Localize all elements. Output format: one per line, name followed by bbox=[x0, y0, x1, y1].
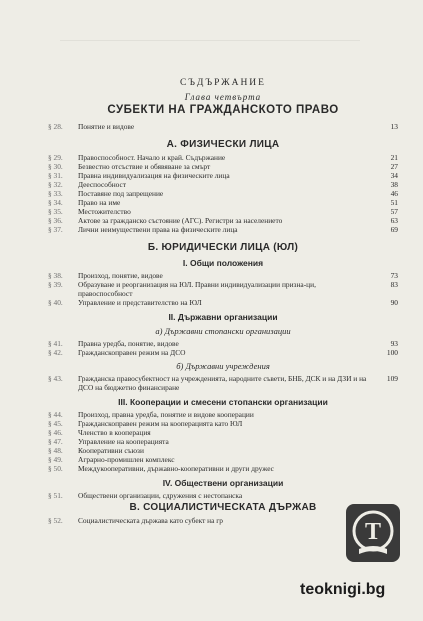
toc-entry-number: § 50. bbox=[48, 464, 63, 473]
toc-entry-number: § 36. bbox=[48, 216, 63, 225]
toc-entry-page: 83 bbox=[390, 280, 398, 289]
subsection-subheading: б) Държавни учреждения bbox=[176, 361, 270, 371]
toc-entry-text: Гражданска правосубектност на учрежденията, народните съвети, БНБ, ДСК и на ДЗИ и на ДСО на бюджетно финансиране bbox=[78, 374, 367, 392]
watermark-brand: teoknigi.bg bbox=[300, 581, 386, 598]
toc-entry-text: Управление на кооперацията bbox=[78, 437, 169, 446]
toc-entry bbox=[48, 171, 398, 180]
toc-entry-page: 57 bbox=[390, 207, 398, 216]
toc-entry bbox=[48, 339, 398, 348]
section-heading-b: Б. ЮРИДИЧЕСКИ ЛИЦА (ЮЛ) bbox=[147, 242, 299, 253]
toc-entry bbox=[48, 225, 398, 234]
toc-entry-text: Произход, правна уредба, понятие и видове кооперации bbox=[78, 410, 254, 419]
toc-entry-number: § 30. bbox=[48, 162, 63, 171]
toc-entry-number: § 48. bbox=[48, 446, 63, 455]
toc-entry-text: Право на име bbox=[78, 198, 121, 207]
toc-entry-number: § 37. bbox=[48, 225, 63, 234]
toc-entry-number: § 32. bbox=[48, 180, 63, 189]
subsection-subheading: а) Държавни стопански организации bbox=[155, 326, 291, 336]
toc-entry-page: 109 bbox=[386, 374, 398, 383]
toc-entry bbox=[48, 419, 398, 428]
toc-entry-page: 21 bbox=[390, 153, 398, 162]
toc-entry-page bbox=[374, 437, 398, 446]
toc-entry-text: Гражданскоправен режим на ДСО bbox=[78, 348, 186, 357]
section-a-list bbox=[48, 153, 398, 234]
chapter-title: СУБЕКТИ НА ГРАЖДАНСКОТО ПРАВО bbox=[107, 104, 339, 116]
toc-entry bbox=[48, 455, 398, 464]
toc-entry-text: Лични неимуществени права на физическите лица bbox=[78, 225, 238, 234]
toc-entry bbox=[48, 298, 398, 307]
section-heading-c: В. СОЦИАЛИСТИЧЕСКАТА ДЪРЖАВ bbox=[129, 502, 317, 513]
subsection-heading: II. Държавни организации bbox=[168, 312, 278, 322]
toc-entry-text: Гражданскоправен режим на кооперацията като ЮЛ bbox=[78, 419, 243, 428]
toc-entry-text: Актове за гражданско състояние (АГС). Регистри за населението bbox=[78, 216, 283, 225]
toc-entry-text: Кооперативни съюзи bbox=[78, 446, 144, 455]
subsection-list bbox=[48, 339, 398, 357]
toc-entry-page: 90 bbox=[390, 298, 398, 307]
toc-entry-page: 73 bbox=[390, 271, 398, 280]
table-of-contents bbox=[48, 78, 398, 525]
toc-entry-text: Образуване и реорганизация на ЮЛ. Правни индивидуализации призна-ци, правоспособност bbox=[78, 280, 316, 298]
toc-entry-page: 13 bbox=[390, 122, 398, 131]
toc-entry-text: Произход, понятие, видове bbox=[78, 271, 163, 280]
toc-entry bbox=[48, 162, 398, 171]
toc-entry bbox=[48, 491, 398, 500]
toc-entry-text: Правна уредба, понятие, видове bbox=[78, 339, 179, 348]
subsection-list bbox=[48, 410, 398, 473]
toc-entry-number: § 51. bbox=[48, 491, 63, 500]
toc-entry-page bbox=[374, 446, 398, 455]
subsection-heading: IV. Обществени организации bbox=[162, 478, 284, 488]
toc-entry-number: § 46. bbox=[48, 428, 63, 437]
toc-entry-number: § 40. bbox=[48, 298, 63, 307]
logo-letter: T bbox=[364, 519, 382, 545]
toc-entry-page bbox=[374, 491, 398, 500]
toc-entry bbox=[48, 348, 398, 357]
toc-entry-number: § 52. bbox=[48, 516, 63, 525]
toc-entry bbox=[48, 446, 398, 455]
toc-entry-page bbox=[374, 419, 398, 428]
toc-entry-page: 38 bbox=[390, 180, 398, 189]
toc-entry-page bbox=[374, 428, 398, 437]
toc-entry-text: Безвестно отсъствие и обявяване за смърт bbox=[78, 162, 211, 171]
toc-entry-text: Управление и представителство на ЮЛ bbox=[78, 298, 202, 307]
toc-entry-number: § 39. bbox=[48, 280, 63, 289]
toc-entry-text: Правоспособност. Начало и край. Съдържание bbox=[78, 153, 226, 162]
toc-entry bbox=[48, 207, 398, 216]
toc-entry-number: § 42. bbox=[48, 348, 63, 357]
toc-entry-text: Социалистическата държава като субект на гр bbox=[78, 516, 223, 525]
toc-entry-text: Дееспособност bbox=[78, 180, 127, 189]
toc-entry-number: § 45. bbox=[48, 419, 63, 428]
toc-entry-page: 27 bbox=[390, 162, 398, 171]
toc-entry-number: § 29. bbox=[48, 153, 63, 162]
toc-entry-page bbox=[374, 455, 398, 464]
section-heading-a: А. ФИЗИЧЕСКИ ЛИЦА bbox=[166, 139, 280, 150]
book-logo-icon bbox=[351, 509, 395, 557]
toc-entry-page: 46 bbox=[390, 189, 398, 198]
bleed-through-lines bbox=[60, 40, 360, 61]
toc-entry bbox=[48, 189, 398, 198]
toc-entry bbox=[48, 216, 398, 225]
toc-entry-number: § 31. bbox=[48, 171, 63, 180]
contents-heading: СЪДЪРЖАНИЕ bbox=[180, 78, 266, 88]
toc-entry-page: 63 bbox=[390, 216, 398, 225]
toc-entry bbox=[48, 410, 398, 419]
toc-entry-number: § 33. bbox=[48, 189, 63, 198]
toc-entry-page: 51 bbox=[390, 198, 398, 207]
teoknigi-logo bbox=[346, 504, 400, 562]
toc-entry-number: § 35. bbox=[48, 207, 63, 216]
toc-entry bbox=[48, 271, 398, 280]
subsection-heading: I. Общи положения bbox=[182, 258, 264, 268]
toc-entry bbox=[48, 153, 398, 162]
chapter-heading: Глава четвърта bbox=[184, 92, 262, 102]
toc-entry-number: § 38. bbox=[48, 271, 63, 280]
toc-entry-page bbox=[374, 464, 398, 473]
subsection-heading: III. Кооперации и смесени стопански организации bbox=[118, 397, 328, 407]
toc-entry-text: Аграрно-промишлен комплекс bbox=[78, 455, 175, 464]
toc-entry bbox=[48, 280, 398, 298]
toc-entry-page: 100 bbox=[386, 348, 398, 357]
toc-entry-text: Членство в кооперация bbox=[78, 428, 151, 437]
toc-entry bbox=[48, 437, 398, 446]
toc-entry bbox=[48, 198, 398, 207]
toc-entry-page: 93 bbox=[390, 339, 398, 348]
toc-entry-number: § 44. bbox=[48, 410, 63, 419]
toc-entry-page: 34 bbox=[390, 171, 398, 180]
subsection-list bbox=[48, 374, 398, 392]
subsection-list bbox=[48, 491, 398, 500]
toc-entry-text: Междукооперативни, държавно-кооперативни и други дружес bbox=[78, 464, 274, 473]
subsection-list bbox=[48, 271, 398, 307]
toc-entry-text: Обществени организации, сдружения с нестопанска bbox=[78, 491, 243, 500]
toc-entry-page: 69 bbox=[390, 225, 398, 234]
toc-entry bbox=[48, 428, 398, 437]
toc-entry-page bbox=[374, 410, 398, 419]
toc-entry-number: § 41. bbox=[48, 339, 63, 348]
toc-entry-number: § 28. bbox=[48, 122, 63, 131]
toc-entry-text: Поставяне под запрещение bbox=[78, 189, 164, 198]
toc-entry-number: § 34. bbox=[48, 198, 63, 207]
toc-entry bbox=[48, 122, 398, 131]
toc-entry-number: § 47. bbox=[48, 437, 63, 446]
toc-entry-number: § 49. bbox=[48, 455, 63, 464]
toc-entry-text: Правна индивидуализация на физическите лица bbox=[78, 171, 230, 180]
toc-entry bbox=[48, 180, 398, 189]
toc-entry-text: Местожителство bbox=[78, 207, 131, 216]
toc-entry-number: § 43. bbox=[48, 374, 63, 383]
toc-entry bbox=[48, 464, 398, 473]
toc-entry bbox=[48, 374, 398, 392]
toc-entry-text: Понятие и видове bbox=[78, 122, 135, 131]
